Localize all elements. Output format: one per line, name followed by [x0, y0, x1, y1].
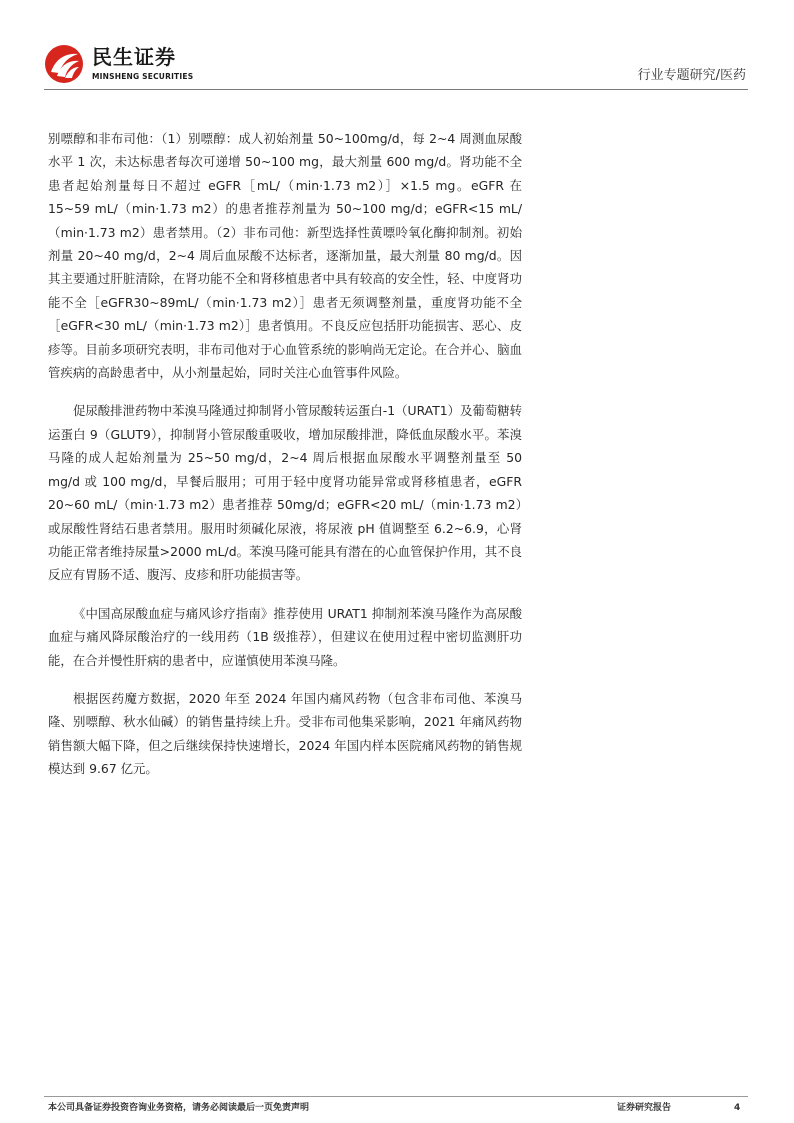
paragraph-benzbromarone: 促尿酸排泄药物中苯溴马隆通过抑制肾小管尿酸转运蛋白-1（URAT1）及葡萄糖转运蛋白 9（GLUT9），抑制肾小管尿酸重吸收，增加尿酸排泄，降低血尿酸水平。苯溴马隆的成人起始剂量为 25~50 mg/d，2~4 周后根据血尿酸水平调整剂量至 50 mg/d 或 100 mg/d，早餐后服用；可用于轻中度肾功能异常或肾移植患者，eGFR 20~60 mL/（min·1.73 m2）患者推荐 50mg/d；eGFR<20 mL/（min·1.73 m2）或尿酸性肾结石患者禁用。服用时须碱化尿液，将尿液 pH 值调整至 6.2~6.9，心肾功能正常者维持尿量>2000 mL/d。苯溴马隆可能具有潜在的心血管保护作用，其不良反应有胃肠不适、腹泻、皮疹和肝功能损害等。 — [48, 403, 522, 583]
brand-name-en: MINSHENG SECURITIES — [92, 72, 194, 81]
report-type: 行业专题研究/医药 — [637, 68, 746, 83]
page-number: 4 — [734, 1103, 741, 1113]
footer-divider — [44, 1096, 748, 1097]
minsheng-logo-icon — [44, 44, 84, 84]
paragraph-allopurinol-febuxostat: 别嘌醇和非布司他：（1）别嘌醇：成人初始剂量 50~100mg/d，每 2~4 周测血尿酸水平 1 次，未达标患者每次可递增 50~100 mg，最大剂量 600 mg/d。肾功能不全患者起始剂量每日不超过 eGFR［mL/（min·1.73 m2）］×1.5 mg。eGFR 在 15~59 mL/（min·1.73 m2）的患者推荐剂量为 50~100 mg/d；eGFR<15 mL/（min·1.73 m2）患者禁用。（2）非布司他：新型选择性黄嘌呤氧化酶抑制剂。初始剂量 20~40 mg/d，2~4 周后血尿酸不达标者，逐渐加量，最大剂量 80 mg/d。因其主要通过肝脏清除，在肾功能不全和肾移植患者中具有较高的安全性，轻、中度肾功能不全［eGFR30~89mL/（min·1.73 m2）］患者无须调整剂量，重度肾功能不全［eGFR<30 mL/（min·1.73 m2）］患者慎用。不良反应包括肝功能损害、恶心、皮疹等。目前多项研究表明，非布司他对于心血管系统的影响尚无定论。在合并心、脑血管疾病的高龄患者中，从小剂量起始，同时关注心血管事件风险。 — [48, 131, 522, 381]
brand-name-cn: 民生证券 — [92, 45, 176, 69]
main-content — [48, 127, 522, 796]
footer-disclaimer: 本公司具备证券投资咨询业务资格，请务必阅读最后一页免责声明 — [48, 1103, 310, 1113]
footer-report-label: 证券研究报告 — [617, 1103, 672, 1113]
paragraph-guideline: 《中国高尿酸血症与痛风诊疗指南》推荐使用 URAT1 抑制剂苯溴马隆作为高尿酸血症与痛风降尿酸治疗的一线用药（1B 级推荐），但建议在使用过程中密切监测肝功能，在合并慢性肝病的患者中，应谨慎使用苯溴马隆。 — [48, 605, 522, 668]
paragraph-market-data: 根据医药魔方数据，2020 年至 2024 年国内痛风药物（包含非布司他、苯溴马隆、别嘌醇、秋水仙碱）的销售量持续上升。受非布司他集采影响，2021 年痛风药物销售额大幅下降，但之后继续保持快速增长，2024 年国内样本医院痛风药物的销售规模达到 9.67 亿元。 — [48, 690, 522, 777]
page-header — [0, 0, 794, 92]
header-divider — [44, 89, 748, 90]
